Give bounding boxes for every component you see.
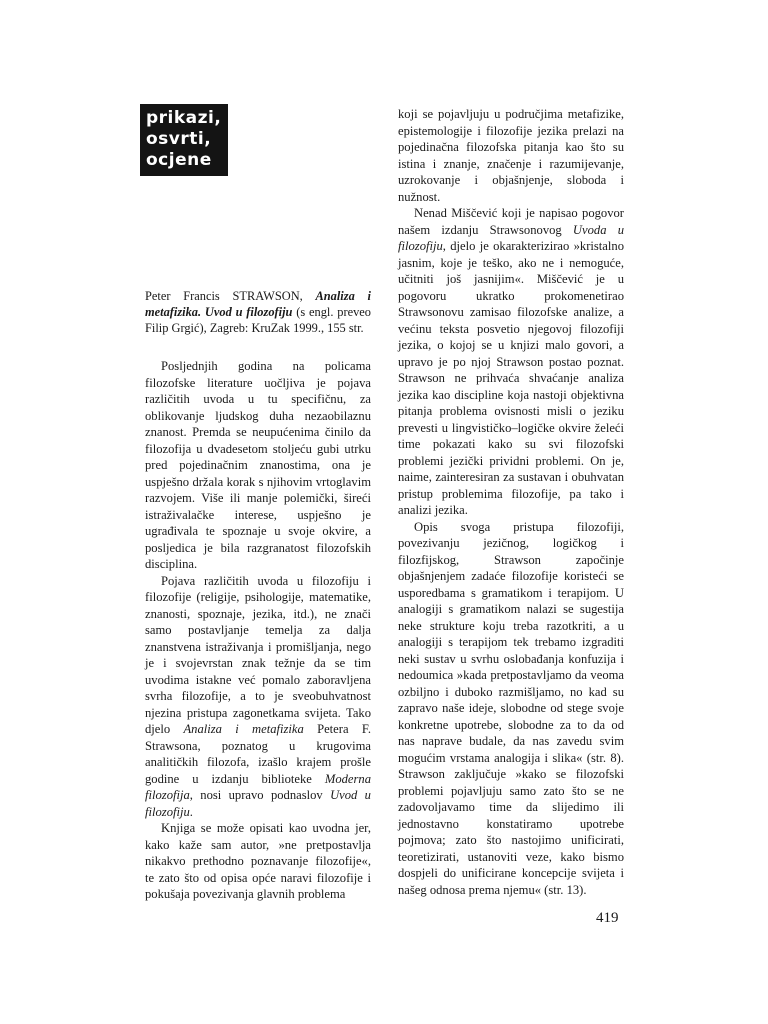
citation-author: Peter Francis STRAWSON, — [145, 289, 316, 303]
section-badge — [140, 104, 228, 176]
section-badge-line: ocjene — [146, 150, 212, 170]
left-column — [145, 288, 371, 903]
series-title-ref: Moderna filozofija — [145, 771, 371, 802]
book-citation — [145, 288, 371, 336]
paragraph: Nenad Miščević koji je napisao pogovor našem izdanju Strawsonovog Uvoda u filozofiju, djelo je okarakterizirao »kristalno jasnim, koje je teško, ako ne i nemoguće, učitniti još jasnijim«. Miščević je u pogovoru ukratko prokomenetirao Strawsonovu zamisao filozofske analize, a većinu teksta posvetio njegovoj filozofiji jezika, o kojoj se u knjizi malo govori, a upravo je po njoj Strawson postao poznat. Strawson ne prihvaća shvaćanje analiza jezika kao discipline koja nastoji objektivna pitanja problema ovisnosti misli o jeziku prevesti u lingvističko–logičke okvire želeći time pokazati kako su svi filozofski problemi jezički prividni problemi. On je, naime, zainteresiran za sustavan i obuhvatan pristup problemima filozofije, pa tako i analizi jezika. — [398, 206, 624, 517]
page-number: 419 — [596, 910, 619, 926]
book-title-ref: Analiza i metafizika — [183, 722, 304, 736]
paragraph: Knjiga se može opisati kao uvodna jer, kako kaže sam autor, »ne pretpostavlja nikakvo prethodno poznavanje filozofije«, te zato što od opisa opće naravi filozofije i pokušaja povezivanja glavnih problema — [145, 821, 371, 901]
citation-title: Analiza i metafizika. — [145, 289, 371, 319]
paragraph: Opis svoga pristupa filozofiji, povezivanju jezičnog, logičkog i filozfijskog, Strawson započinje objašnjenjem zadaće filozofije koristeći se usporedbama s gramatikom i terapijom. U analogiji s gramatikom nalazi se sugestija neke strukture koju treba razotkriti, a u analogiji s terapijom tek trebamo izgraditi neki sustav u svrhu oslobađanja konfuzija i nedoumica »kada pretpostavljamo da veoma ozbiljno i duboko razmišljamo, no kad su zapravo naše ideje, slobodne od stege svoje konkretne upotrebe, slobodne za to da od nas naprave budale, da nas zavedu svim mogućim vrstama analogija i slika« (str. 8). Strawson zaključuje »kako se filozofski problemi pojavljuju samo zato što se ne zadovoljavamo time da slijedimo ili jednostavno konstatiramo upotrebe pojmova; zato što nastojimo unificirati, teoretizirati, ustanoviti veze, kako bismo dospjeli do unificirane koncepcije svijeta i našeg odnosa prema njemu« (str. 13). — [398, 519, 624, 897]
paragraph: koji se pojavljuju u područjima metafizike, epistemologije i filozofije jezika prelazi na pojedinačna filozofska pitanja kao što su istina i znanje, značenje i razumijevanje, uzrokovanje i objašnjenje, sloboda i nužnost. — [398, 107, 624, 204]
paragraph: Posljednjih godina na policama filozofske literature uočljiva je pojava različitih uvoda u tu specifičnu, za oblikovanje ljudskog duha nezaobilaznu znanost. Premda se neupućenima činilo da filozofija u dvadesetom stoljeću gubi utrku pred pojedinačnim znanostima, ona je uspješno držala korak s njihovim vrtoglavim razvojem. Više ili manje polemički, šireći istraživalačke interese, uspješno je ugrađivala te spoznaje u svoje okvire, a posljedica je bila razgranatost filozofskih disciplina. — [145, 359, 371, 571]
citation-details: (s engl. preveo Filip Grgić), Zagreb: KruZak 1999., 155 str. — [145, 305, 371, 335]
section-badge-line: osvrti, — [146, 129, 212, 149]
right-column — [398, 106, 624, 898]
paragraph: Pojava različitih uvoda u filozofiju i filozofije (religije, psihologije, matematike, znanosti, spoznaje, jezika, itd.), ne znači samo postavljanje temelja za dalja znanstvena istraživanja i promišljanja, nego je i svojevrstan znak težnje da se tim uvodima istakne već pomalo zaboravljena svrha filozofije, a to je sveobuhvatnost njezina pristupa zagonetkama svijeta. Tako djelo Analiza i metafizika Petera F. Strawsona, poznatog u krugovima analitičkih filozofa, izašlo krajem prošle godine u izdanju biblioteke Moderna filozofija, nosi upravo podnaslov Uvod u filozofiju. — [145, 573, 371, 819]
book-title-ref: Uvoda u filozofiju — [398, 222, 624, 253]
subtitle-ref: Uvod u filozofiju — [145, 788, 371, 819]
section-badge-line: prikazi, — [146, 108, 222, 128]
citation-subtitle: Uvod u filozofiju — [204, 305, 293, 319]
